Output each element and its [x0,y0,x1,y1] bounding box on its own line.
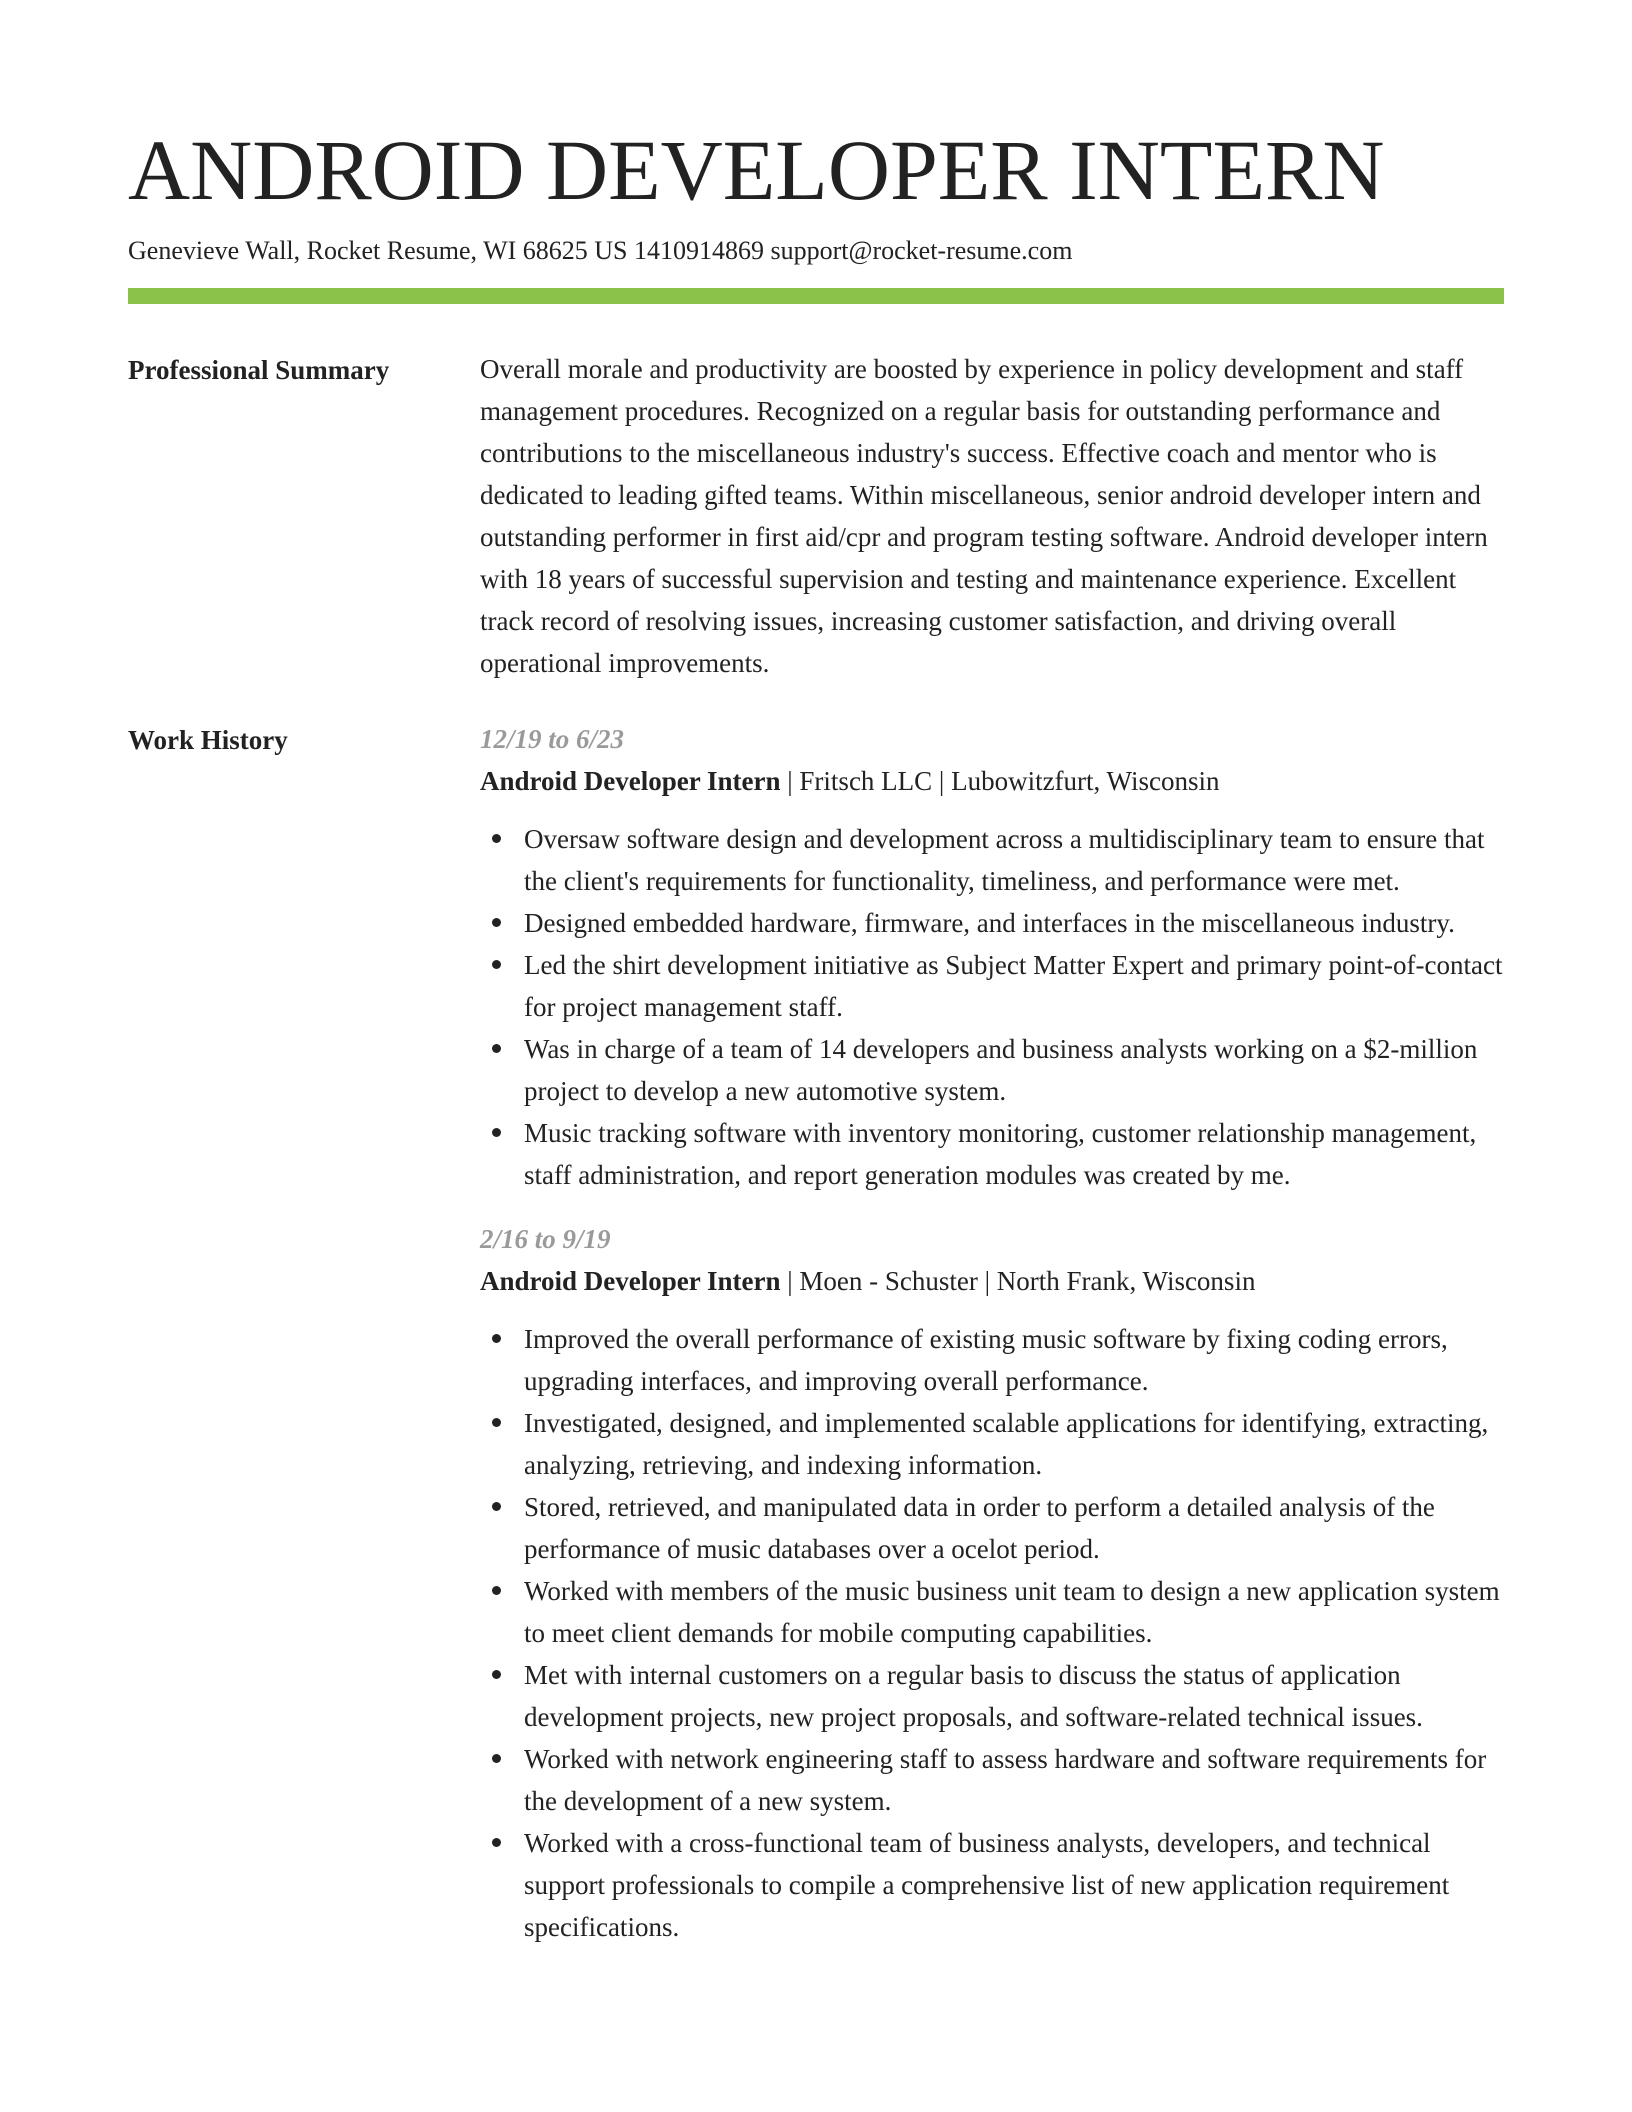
resume-page [128,118,1504,1948]
list-item [524,1570,1504,1654]
list-item [524,1822,1504,1948]
work-history-body [480,726,1504,1948]
job-role: Android Developer Intern [480,1266,781,1296]
bullet-text: Worked with members of the music business unit team to design a new application system to meet client demands for mobile computing capabilities. [524,1576,1500,1648]
bullet-dot-icon [492,1418,501,1427]
bullet-dot-icon [492,1128,501,1137]
bullet-dot-icon [492,834,501,843]
bullet-dot-icon [492,1838,501,1847]
work-history-heading: Work History [128,725,288,755]
job-company-location: | Moen - Schuster | North Frank, Wisconsin [780,1266,1256,1296]
job-company-location: | Fritsch LLC | Lubowitzfurt, Wisconsin [780,766,1220,796]
bullet-text: Designed embedded hardware, firmware, and interfaces in the miscellaneous industry. [524,908,1455,938]
list-item [524,818,1504,902]
bullet-dot-icon [492,1754,501,1763]
bullet-text: Met with internal customers on a regular basis to discuss the status of application development projects, new project proposals, and software-related technical issues. [524,1660,1423,1732]
summary-section [128,356,1504,684]
bullet-dot-icon [492,960,501,969]
list-item [524,902,1504,944]
bullet-text: Stored, retrieved, and manipulated data in order to perform a detailed analysis of the performance of music databases over a ocelot period. [524,1492,1435,1564]
bullet-dot-icon [492,1502,501,1511]
job-entry [480,718,1504,1196]
bullet-text: Improved the overall performance of existing music software by fixing coding errors, upgrading interfaces, and improving overall performance. [524,1324,1448,1396]
job-bullets [480,818,1504,1196]
bullet-dot-icon [492,1044,501,1053]
job-entry [480,1218,1504,1948]
summary-body [480,356,1504,684]
bullet-text: Was in charge of a team of 14 developers and business analysts working on a $2-million project to develop a new automotive system. [524,1034,1478,1106]
bullet-text: Music tracking software with inventory monitoring, customer relationship management, staff administration, and report generation modules was created by me. [524,1118,1477,1190]
bullet-dot-icon [492,918,501,927]
list-item [524,1402,1504,1486]
job-dates: 12/19 to 6/23 [480,724,625,754]
work-history-section [128,726,1504,1948]
bullet-text: Worked with network engineering staff to assess hardware and software requirements for the development of a new system. [524,1744,1487,1816]
list-item [524,1028,1504,1112]
accent-divider [128,288,1504,304]
job-bullets [480,1318,1504,1948]
list-item [524,1738,1504,1822]
bullet-dot-icon [492,1586,501,1595]
list-item [524,1654,1504,1738]
list-item [524,1486,1504,1570]
contact-line: Genevieve Wall, Rocket Resume, WI 68625 US 1410914869 support@rocket-resume.com [128,236,1073,265]
list-item [524,1318,1504,1402]
job-heading [480,1260,1504,1302]
bullet-text: Worked with a cross-functional team of business analysts, developers, and technical support professionals to compile a comprehensive list of new application requirement specifications. [524,1828,1450,1942]
summary-text: Overall morale and productivity are boosted by experience in policy development and staff management procedures. Recognized on a regular basis for outstanding performance and contributions to the miscellaneous industry's success. Effective coach and mentor who is dedicated to leading gifted teams. Within miscellaneous, senior android developer intern and outstanding performer in first aid/cpr and program testing software. Android developer intern with 18 years of successful supervision and testing and maintenance experience. Excellent track record of resolving issues, increasing customer satisfaction, and driving overall operational improvements. [480,354,1488,678]
bullet-dot-icon [492,1670,501,1679]
bullet-dot-icon [492,1334,501,1343]
job-role: Android Developer Intern [480,766,781,796]
bullet-text: Led the shirt development initiative as Subject Matter Expert and primary point-of-contact for project management staff. [524,950,1503,1022]
job-heading [480,760,1504,802]
job-dates: 2/16 to 9/19 [480,1224,611,1254]
list-item [524,1112,1504,1196]
summary-heading: Professional Summary [128,355,390,385]
resume-title: ANDROID DEVELOPER INTERN [128,122,1385,218]
list-item [524,944,1504,1028]
bullet-text: Oversaw software design and development across a multidisciplinary team to ensure that the client's requirements for functionality, timeliness, and performance were met. [524,824,1485,896]
bullet-text: Investigated, designed, and implemented scalable applications for identifying, extracting, analyzing, retrieving, and indexing information. [524,1408,1489,1480]
